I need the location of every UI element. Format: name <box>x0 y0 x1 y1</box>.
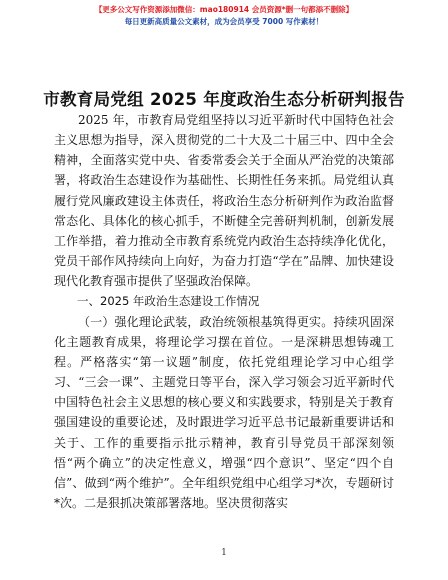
section-1-paragraph: （一）强化理论武装，政治统领根基筑得更实。持续巩固深化主题教育成果，将理论学习摆在首位。一是深耕思想铸魂工程。严格落实“第一议题”制度，依托党组理论学习中心组学习、“三会一课”、主题党日等平台，深入学习领会习近平新时代中国特色社会主义思想的核心要义和实践要求，特别是关于教育强国建设的重要论述，及时跟进学习近平总书记最新重要讲话和关于、工作的重要指示批示精神，教育引导党员干部深刻领悟“两个确立”的决定性意义，增强“四个意识”、坚定“四个自信”、做到“两个维护”。全年组织党组中心组学习*次，专题研讨*次。二是狠抓决策部署落地。坚决贯彻落实 <box>54 314 394 510</box>
promo-banner <box>0 4 448 28</box>
promo-banner-line-2: 每日更新高质量公文素材，成为会员享受 7000 写作素材！ <box>124 17 324 26</box>
section-heading-1: 一、2025 年政治生态建设工作情况 <box>77 294 260 309</box>
document-body <box>54 110 394 513</box>
promo-banner-line-1: 【更多公文写作资源添加微信：mao180914 会员资源*删一句都添不删除】 <box>94 5 354 14</box>
page-number: 1 <box>221 548 227 558</box>
document-title: 市教育局党组 2025 年度政治生态分析研判报告 <box>43 90 405 109</box>
intro-paragraph: 2025 年，市教育局党组坚持以习近平新时代中国特色社会主义思想为指导，深入贯彻党的二十大及二十届三中、四中全会精神，全面落实党中央、省委常委会关于全面从严治党的决策部署，将政治生态建设作为基础性、长期性任务来抓。局党组认真履行党风廉政建设主体责任，将政治生态分析研判作为政治监督常态化、具体化的核心抓手，不断健全完善研判机制，创新发展工作举措，着力推动全市教育系统党内政治生态持续净化优化，党员干部作风持续向上向好，为奋力打造“学在”品牌、加快建设现代化教育强市提供了坚强政治保障。 <box>54 113 394 289</box>
